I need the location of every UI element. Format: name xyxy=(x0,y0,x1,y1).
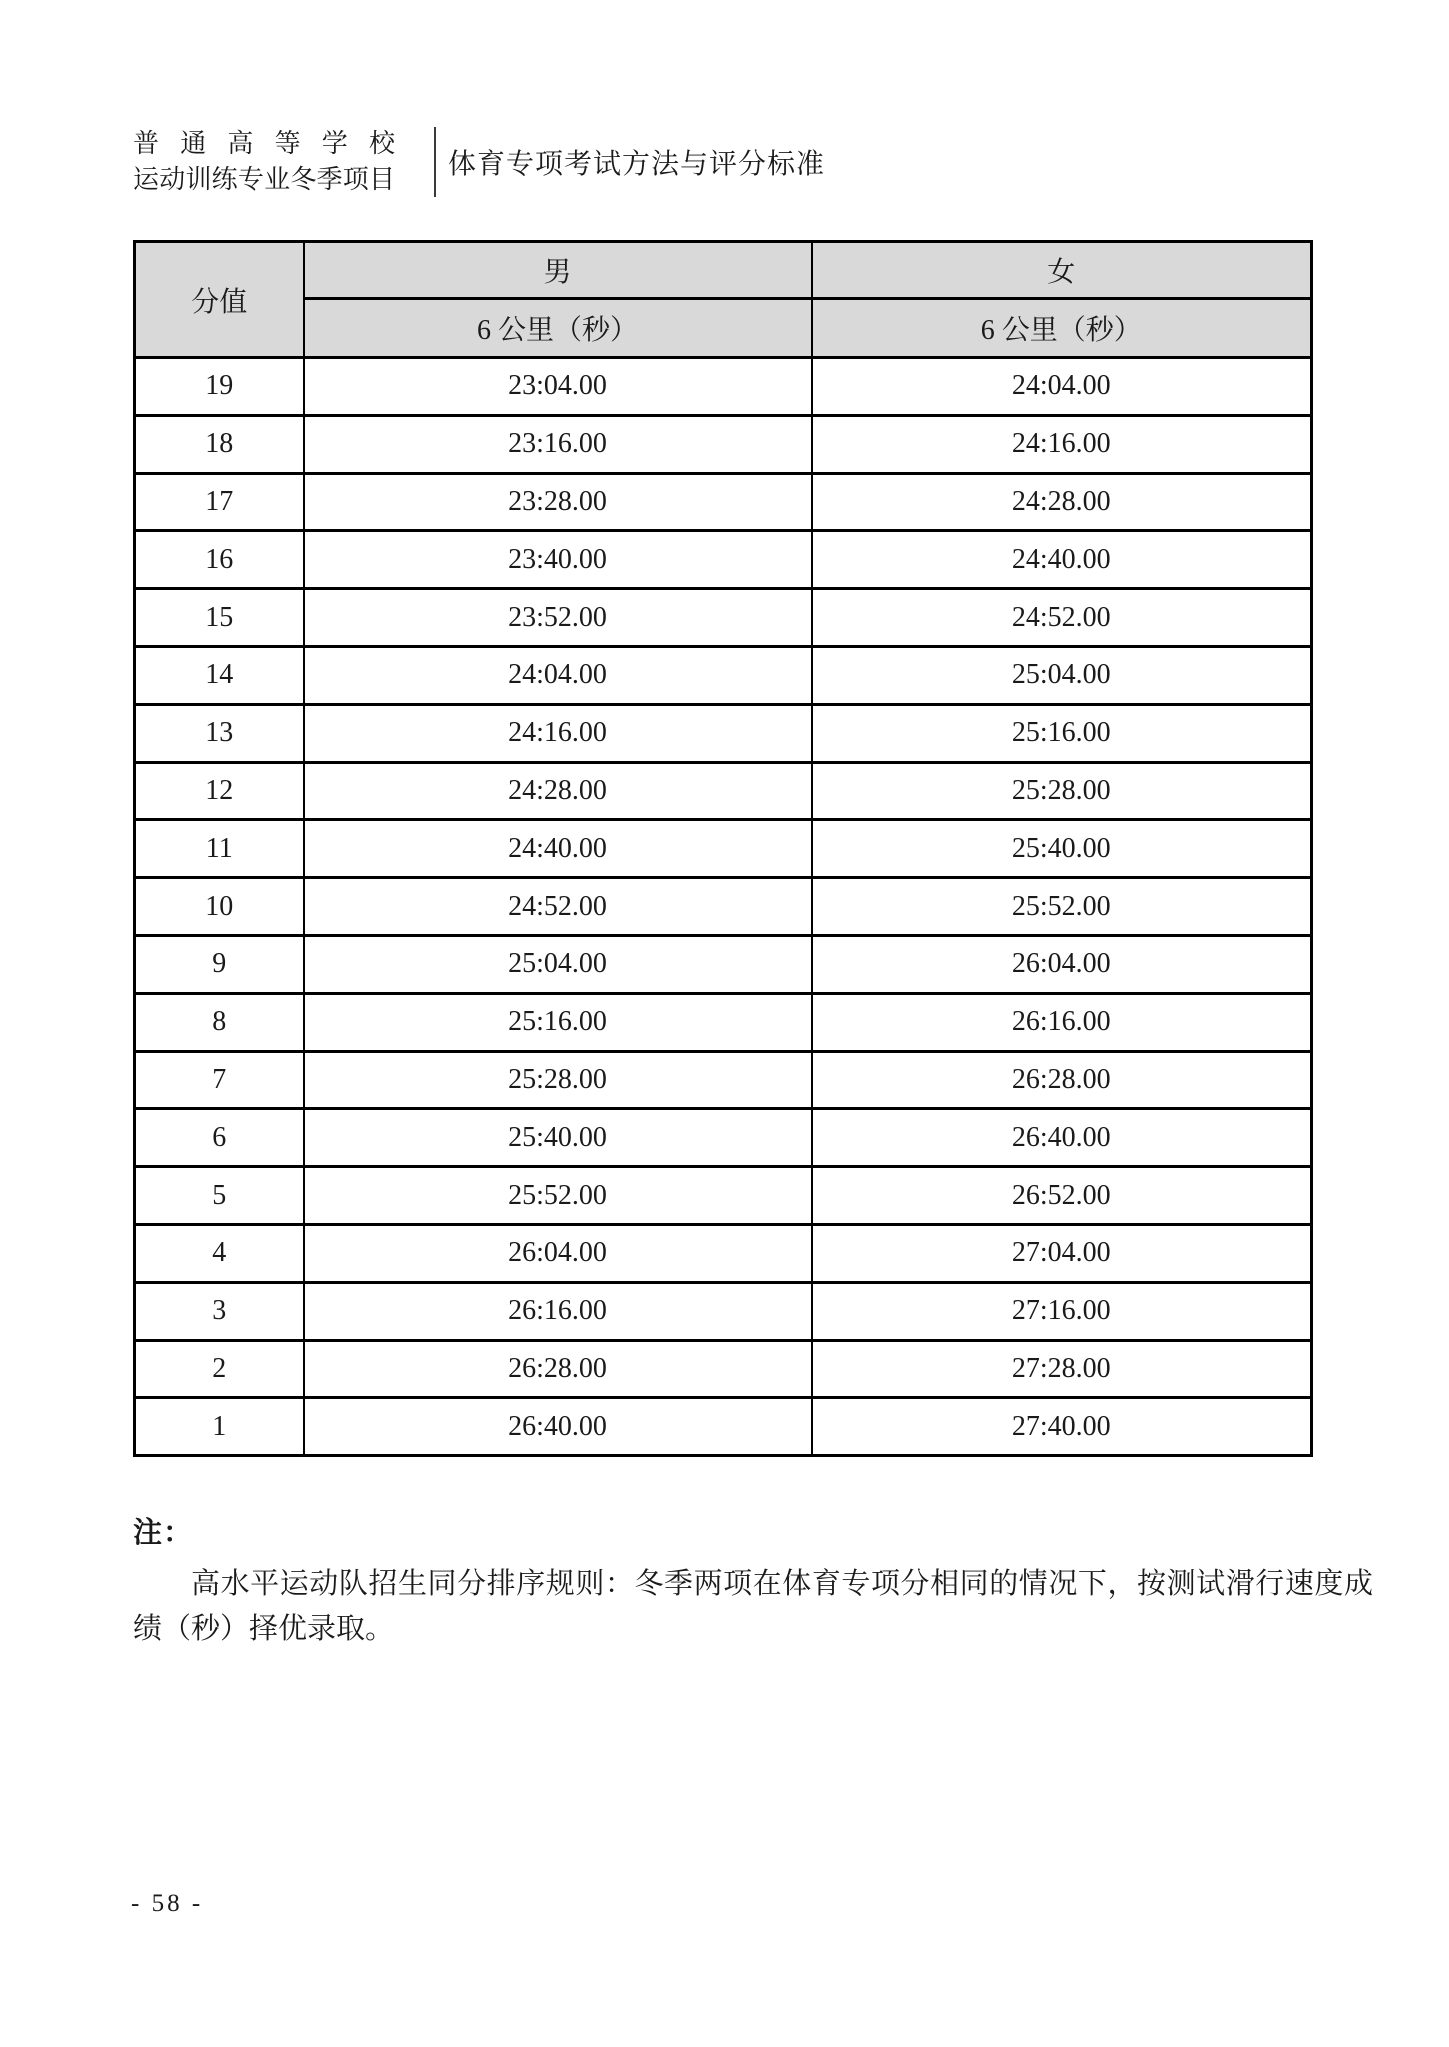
header-series-line1: 普通高等学校 xyxy=(133,129,395,158)
cell-score: 15 xyxy=(135,589,304,647)
cell-score: 9 xyxy=(135,935,304,993)
cell-female-time: 26:40.00 xyxy=(812,1109,1312,1167)
cell-male-time: 23:04.00 xyxy=(304,358,812,416)
col-header-female: 女 xyxy=(812,242,1312,299)
cell-male-time: 24:16.00 xyxy=(304,704,812,762)
cell-female-time: 25:40.00 xyxy=(812,820,1312,878)
header-doc-title: 体育专项考试方法与评分标准 xyxy=(448,148,826,179)
score-table-header xyxy=(135,242,1312,358)
cell-score: 16 xyxy=(135,531,304,589)
cell-female-time: 26:04.00 xyxy=(812,935,1312,993)
cell-score: 14 xyxy=(135,646,304,704)
table-row xyxy=(135,415,1312,473)
cell-female-time: 26:52.00 xyxy=(812,1167,1312,1225)
table-row xyxy=(135,1340,1312,1398)
cell-score: 8 xyxy=(135,993,304,1051)
cell-female-time: 24:28.00 xyxy=(812,473,1312,531)
page-footer xyxy=(131,1890,203,1918)
cell-female-time: 27:04.00 xyxy=(812,1224,1312,1282)
table-row xyxy=(135,646,1312,704)
col-header-male: 男 xyxy=(304,242,812,299)
table-row xyxy=(135,1167,1312,1225)
table-row xyxy=(135,1282,1312,1340)
table-row xyxy=(135,762,1312,820)
cell-score: 12 xyxy=(135,762,304,820)
table-row xyxy=(135,358,1312,416)
cell-score: 2 xyxy=(135,1340,304,1398)
cell-male-time: 25:16.00 xyxy=(304,993,812,1051)
cell-score: 1 xyxy=(135,1398,304,1456)
cell-male-time: 23:52.00 xyxy=(304,589,812,647)
cell-female-time: 27:40.00 xyxy=(812,1398,1312,1456)
cell-score: 7 xyxy=(135,1051,304,1109)
cell-male-time: 26:40.00 xyxy=(304,1398,812,1456)
cell-male-time: 25:52.00 xyxy=(304,1167,812,1225)
note-heading: 注： xyxy=(133,1517,194,1549)
note-section xyxy=(133,1514,1373,1652)
table-row xyxy=(135,1398,1312,1456)
cell-male-time: 24:28.00 xyxy=(304,762,812,820)
page-header xyxy=(133,126,825,198)
table-row xyxy=(135,935,1312,993)
cell-female-time: 27:28.00 xyxy=(812,1340,1312,1398)
cell-male-time: 26:16.00 xyxy=(304,1282,812,1340)
header-series-title xyxy=(133,126,395,198)
cell-score: 3 xyxy=(135,1282,304,1340)
col-subheader-male-event: 6 公里（秒） xyxy=(304,299,812,358)
page-number: - 58 - xyxy=(131,1890,204,1917)
cell-score: 19 xyxy=(135,358,304,416)
cell-female-time: 26:16.00 xyxy=(812,993,1312,1051)
cell-female-time: 25:28.00 xyxy=(812,762,1312,820)
table-row xyxy=(135,589,1312,647)
cell-score: 10 xyxy=(135,878,304,936)
col-subheader-female-event: 6 公里（秒） xyxy=(812,299,1312,358)
cell-male-time: 25:28.00 xyxy=(304,1051,812,1109)
cell-male-time: 24:52.00 xyxy=(304,878,812,936)
cell-male-time: 23:40.00 xyxy=(304,531,812,589)
cell-male-time: 24:04.00 xyxy=(304,646,812,704)
cell-female-time: 25:16.00 xyxy=(812,704,1312,762)
cell-score: 13 xyxy=(135,704,304,762)
cell-score: 4 xyxy=(135,1224,304,1282)
table-row xyxy=(135,820,1312,878)
score-table xyxy=(133,240,1313,1457)
cell-female-time: 26:28.00 xyxy=(812,1051,1312,1109)
cell-male-time: 25:04.00 xyxy=(304,935,812,993)
header-row-event xyxy=(135,299,1312,358)
cell-score: 6 xyxy=(135,1109,304,1167)
cell-male-time: 26:04.00 xyxy=(304,1224,812,1282)
header-row-gender xyxy=(135,242,1312,299)
table-row xyxy=(135,1109,1312,1167)
score-table-body xyxy=(135,358,1312,1456)
cell-male-time: 23:16.00 xyxy=(304,415,812,473)
table-row xyxy=(135,473,1312,531)
cell-female-time: 24:16.00 xyxy=(812,415,1312,473)
table-row xyxy=(135,531,1312,589)
table-row xyxy=(135,1224,1312,1282)
cell-female-time: 24:04.00 xyxy=(812,358,1312,416)
header-series-line2: 运动训练专业冬季项目 xyxy=(133,165,395,194)
cell-female-time: 24:52.00 xyxy=(812,589,1312,647)
table-row xyxy=(135,704,1312,762)
cell-male-time: 26:28.00 xyxy=(304,1340,812,1398)
note-body: 高水平运动队招生同分排序规则：冬季两项在体育专项分相同的情况下，按测试滑行速度成绩（秒）择优录取。 xyxy=(133,1568,1373,1645)
table-row xyxy=(135,1051,1312,1109)
cell-male-time: 23:28.00 xyxy=(304,473,812,531)
cell-female-time: 24:40.00 xyxy=(812,531,1312,589)
cell-female-time: 25:04.00 xyxy=(812,646,1312,704)
table-row xyxy=(135,878,1312,936)
table-row xyxy=(135,993,1312,1051)
cell-male-time: 25:40.00 xyxy=(304,1109,812,1167)
cell-female-time: 27:16.00 xyxy=(812,1282,1312,1340)
header-divider-rule xyxy=(434,127,436,197)
cell-male-time: 24:40.00 xyxy=(304,820,812,878)
cell-score: 5 xyxy=(135,1167,304,1225)
cell-score: 11 xyxy=(135,820,304,878)
cell-score: 17 xyxy=(135,473,304,531)
cell-female-time: 25:52.00 xyxy=(812,878,1312,936)
col-header-score: 分值 xyxy=(135,242,304,358)
cell-score: 18 xyxy=(135,415,304,473)
